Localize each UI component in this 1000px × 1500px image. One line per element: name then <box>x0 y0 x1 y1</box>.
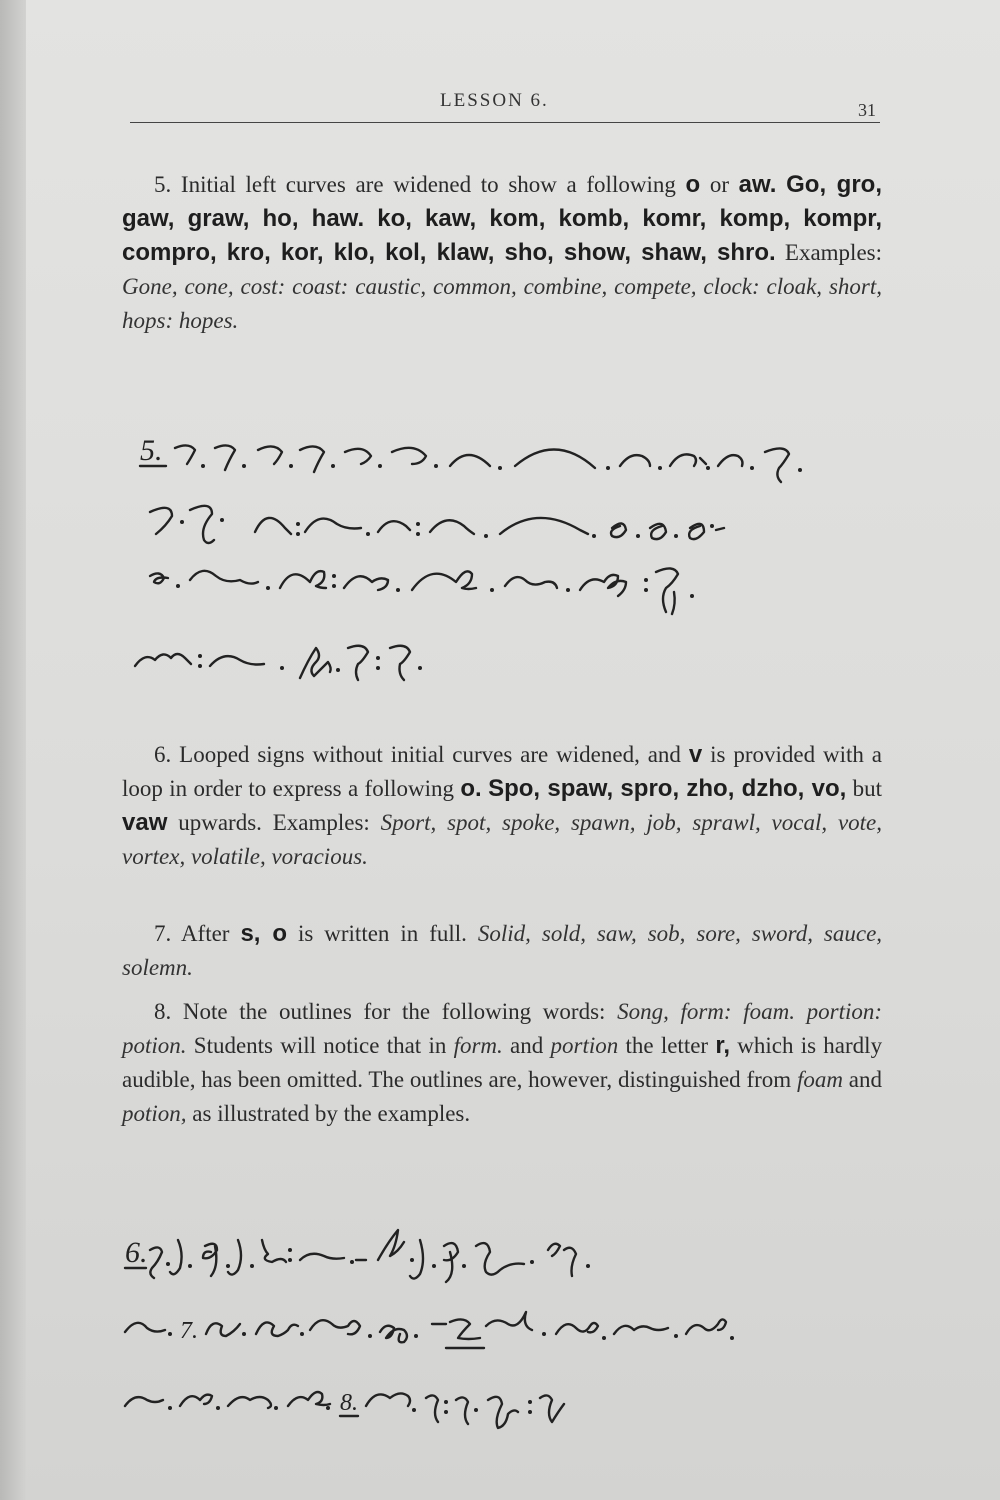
word-foam: foam <box>796 1067 843 1092</box>
conjunction: and <box>848 1067 883 1092</box>
plate-number: 8. <box>340 1390 358 1416</box>
paragraph-text: is written in full. <box>297 921 467 946</box>
header-rule <box>130 122 880 123</box>
paragraph-text: After <box>180 921 230 946</box>
paragraph-text: Looped signs without initial curves are widened, and <box>179 742 681 767</box>
paragraph-text: is provided with a loop in order to express a following <box>122 742 883 801</box>
shorthand-row-2 <box>125 1312 734 1348</box>
paragraph-text: Students will notice that in <box>193 1033 447 1058</box>
letters-s-o: s, o <box>240 920 287 947</box>
shorthand-row-3 <box>125 1390 564 1428</box>
letter-r: r, <box>715 1032 731 1059</box>
shorthand-row-1 <box>125 1230 590 1282</box>
letter-o: o <box>685 171 701 198</box>
examples-label: Examples: <box>784 240 882 265</box>
shorthand-row-3 <box>150 568 694 614</box>
example-words: Gone, cone, cost: coast: caustic, common, combine, compete, clock: cloak, short, hops: hopes. <box>122 274 882 333</box>
paragraph-number: 5. <box>154 172 172 197</box>
shorthand-row-2 <box>150 506 724 543</box>
plate-number: 7. <box>180 1318 198 1344</box>
page-number: 31 <box>858 100 876 120</box>
letter-o: o. <box>460 775 482 802</box>
plate-number: 5. <box>140 434 163 467</box>
paragraph-7 <box>122 917 882 985</box>
conjunction: or <box>709 172 729 197</box>
conjunction: but <box>852 776 883 801</box>
shorthand-plate-6-8 <box>0 1210 1000 1440</box>
paragraph-text: upwards. Examples: <box>178 810 370 835</box>
paragraph-number: 7. <box>154 921 172 946</box>
running-head: LESSON 6. <box>440 90 549 111</box>
paragraph-6 <box>122 738 882 874</box>
syllable-vaw: vaw <box>122 809 168 836</box>
paragraph-number: 6. <box>154 742 172 767</box>
paragraph-5 <box>122 168 882 338</box>
shorthand-plate-5 <box>0 410 1000 710</box>
shorthand-row-1 <box>175 445 802 482</box>
paragraph-number: 8. <box>154 999 172 1024</box>
syllable-forms: Go, gro, gaw, graw, ho, haw. ko, kaw, kom, komb, komr, komp, kompr, compro, kro, kor, klo, kol, klaw, sho, show, shaw, shro. <box>122 171 883 266</box>
word-potion: potion, <box>122 1101 187 1126</box>
shorthand-row-4 <box>135 646 422 680</box>
plate-number: 6. <box>125 1236 148 1269</box>
letter-v: v <box>688 741 703 768</box>
paragraph-text: Note the outlines for the following words: <box>182 999 606 1024</box>
word-portion: portion <box>550 1033 619 1058</box>
word-form: form. <box>453 1033 503 1058</box>
syllable-forms: Spo, spaw, spro, zho, dzho, vo, <box>488 775 847 802</box>
paragraph-text: which is hardly audible, has been omitted. The outlines are, however, distinguished from <box>122 1033 883 1092</box>
paragraph-8 <box>122 995 882 1131</box>
conjunction: and <box>510 1033 544 1058</box>
example-words: Song, form: foam. portion: potion. <box>122 999 883 1058</box>
paragraph-text: the letter <box>625 1033 709 1058</box>
letter-aw: aw. <box>738 171 777 198</box>
example-words: Sport, spot, spoke, spawn, job, sprawl, vocal, vote, vortex, volatile, voracious. <box>122 810 883 869</box>
paragraph-text: Initial left curves are widened to show a following <box>180 172 676 197</box>
paragraph-text: as illustrated by the examples. <box>192 1101 471 1126</box>
example-words: Solid, sold, saw, sob, sore, sword, sauce, solemn. <box>122 921 883 980</box>
